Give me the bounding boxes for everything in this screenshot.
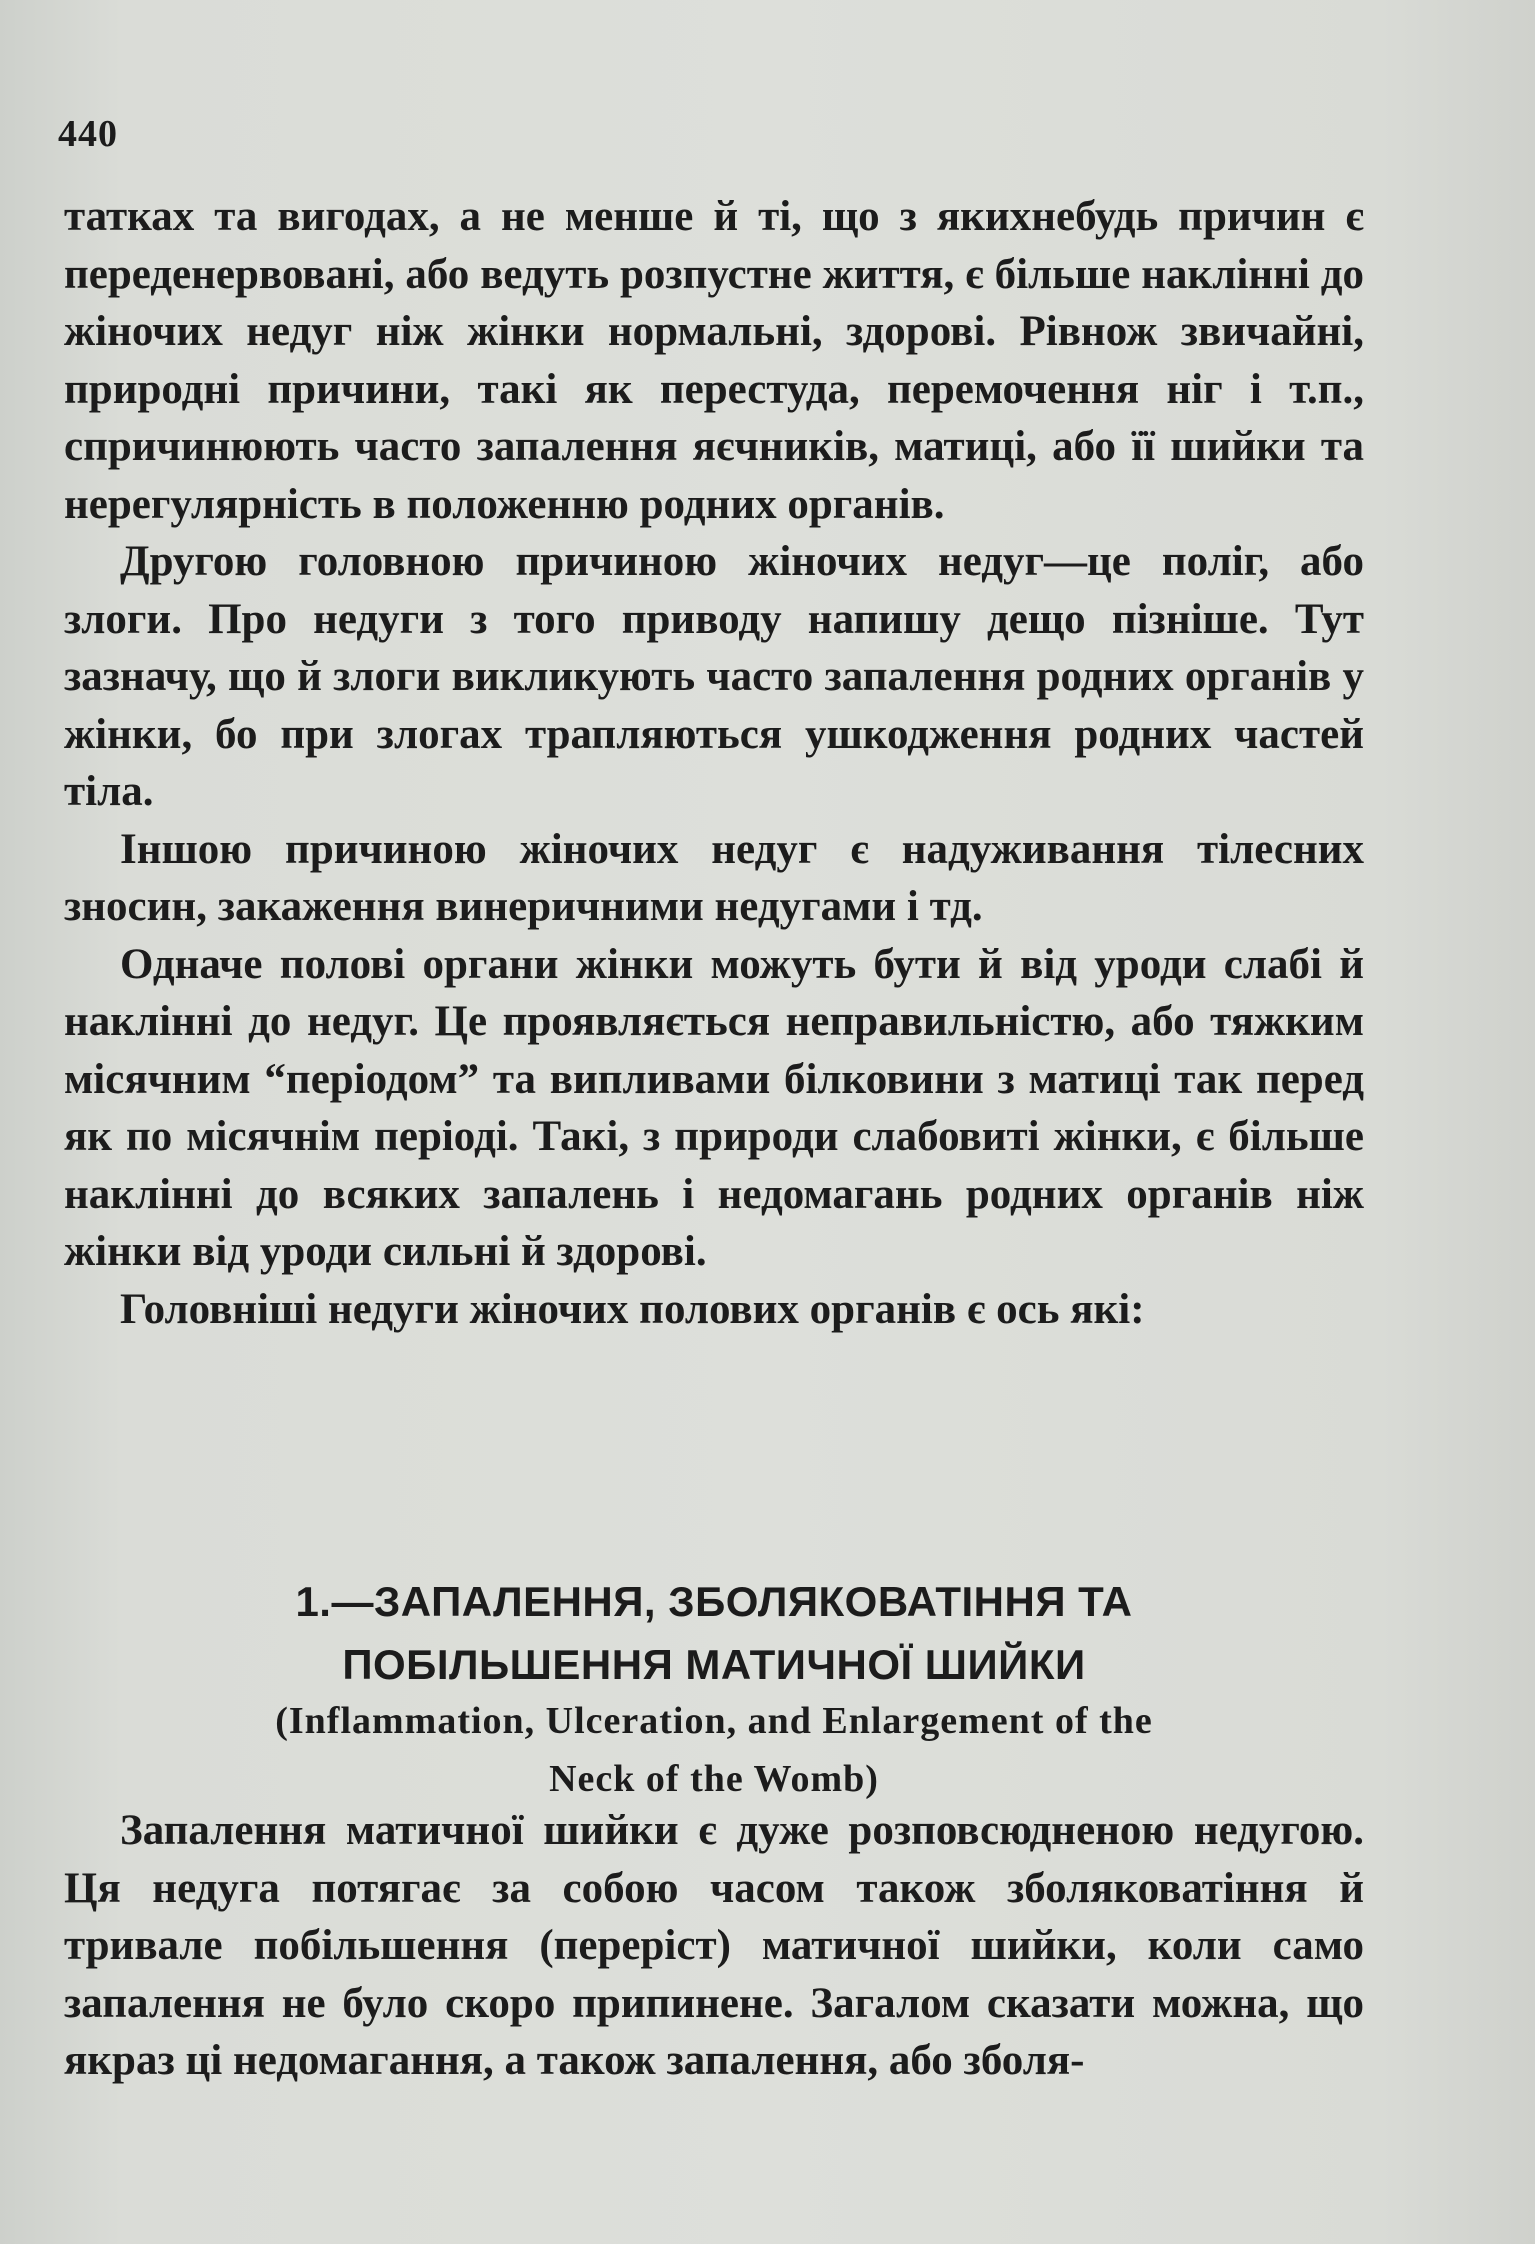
- section-heading-line-1: 1.—ЗАПАЛЕННЯ, ЗБОЛЯКОВАТІННЯ ТА: [295, 1578, 1133, 1625]
- section-heading-line-2: ПОБІЛЬШЕННЯ МАТИЧНОЇ ШИЙКИ: [342, 1641, 1086, 1688]
- body-text-top: [64, 188, 1364, 1338]
- paragraph-other-cause: Іншою причиною жіночих недуг є надуживання тілесних зносин, закаження винеричними недугами і тд.: [64, 825, 1364, 930]
- body-text-bottom: [64, 1802, 1364, 2090]
- paragraph-inflammation: Запалення матичної шийки є дуже розповсюдненою недугою. Ця недуга потягає за собою часом також зболяковатіння й тривале побільшення (переріст) матичної шийки, коли само запалення не було скоро припинене. Загалом сказати можна, що якраз ці недомагання, а також запалення, або зболя-: [64, 1807, 1364, 2084]
- paragraph-main-diseases: Головніші недуги жіночих полових органів є ось які:: [120, 1285, 1145, 1333]
- paragraph-second-cause: Другою головною причиною жіночих недуг—це поліг, або злоги. Про недуги з того приводу напишу дещо пізніше. Тут зазначу, що й злоги викликують часто запалення родних органів у жінки, бо при злогах трапляються ушкодження родних частей тіла.: [64, 538, 1364, 815]
- paragraph-continuation: татках та вигодах, а не менше й ті, що з якихнебудь причин є переденервовані, або ведуть розпустне життя, є більше наклінні до жіночих недуг ніж жінки нормальні, здорові. Рівнож звичайні, природні причини, такі як перестуда, перемочення ніг і т.п., спричинюють часто запалення яєчників, матиці, або її шийки та нерегулярність в положенню родних органів.: [64, 193, 1364, 528]
- page-number: 440: [58, 113, 118, 155]
- section-subtitle-line-2: Neck of the Womb): [549, 1758, 879, 1800]
- paragraph-congenital-weakness: Одначе полові органи жінки можуть бути й від уроди слабі й наклінні до недуг. Це проявляється неправильністю, або тяжким місячним “періодом” та випливами білковини з матиці так перед як по місячнім періоді. Такі, з природи слабовиті жінки, є більше наклінні до всяких запалень і недомагань родних органів ніж жінки від уроди сильні й здорові.: [64, 940, 1364, 1275]
- section-subtitle-line-1: (Inflammation, Ulceration, and Enlargement of the: [275, 1700, 1153, 1742]
